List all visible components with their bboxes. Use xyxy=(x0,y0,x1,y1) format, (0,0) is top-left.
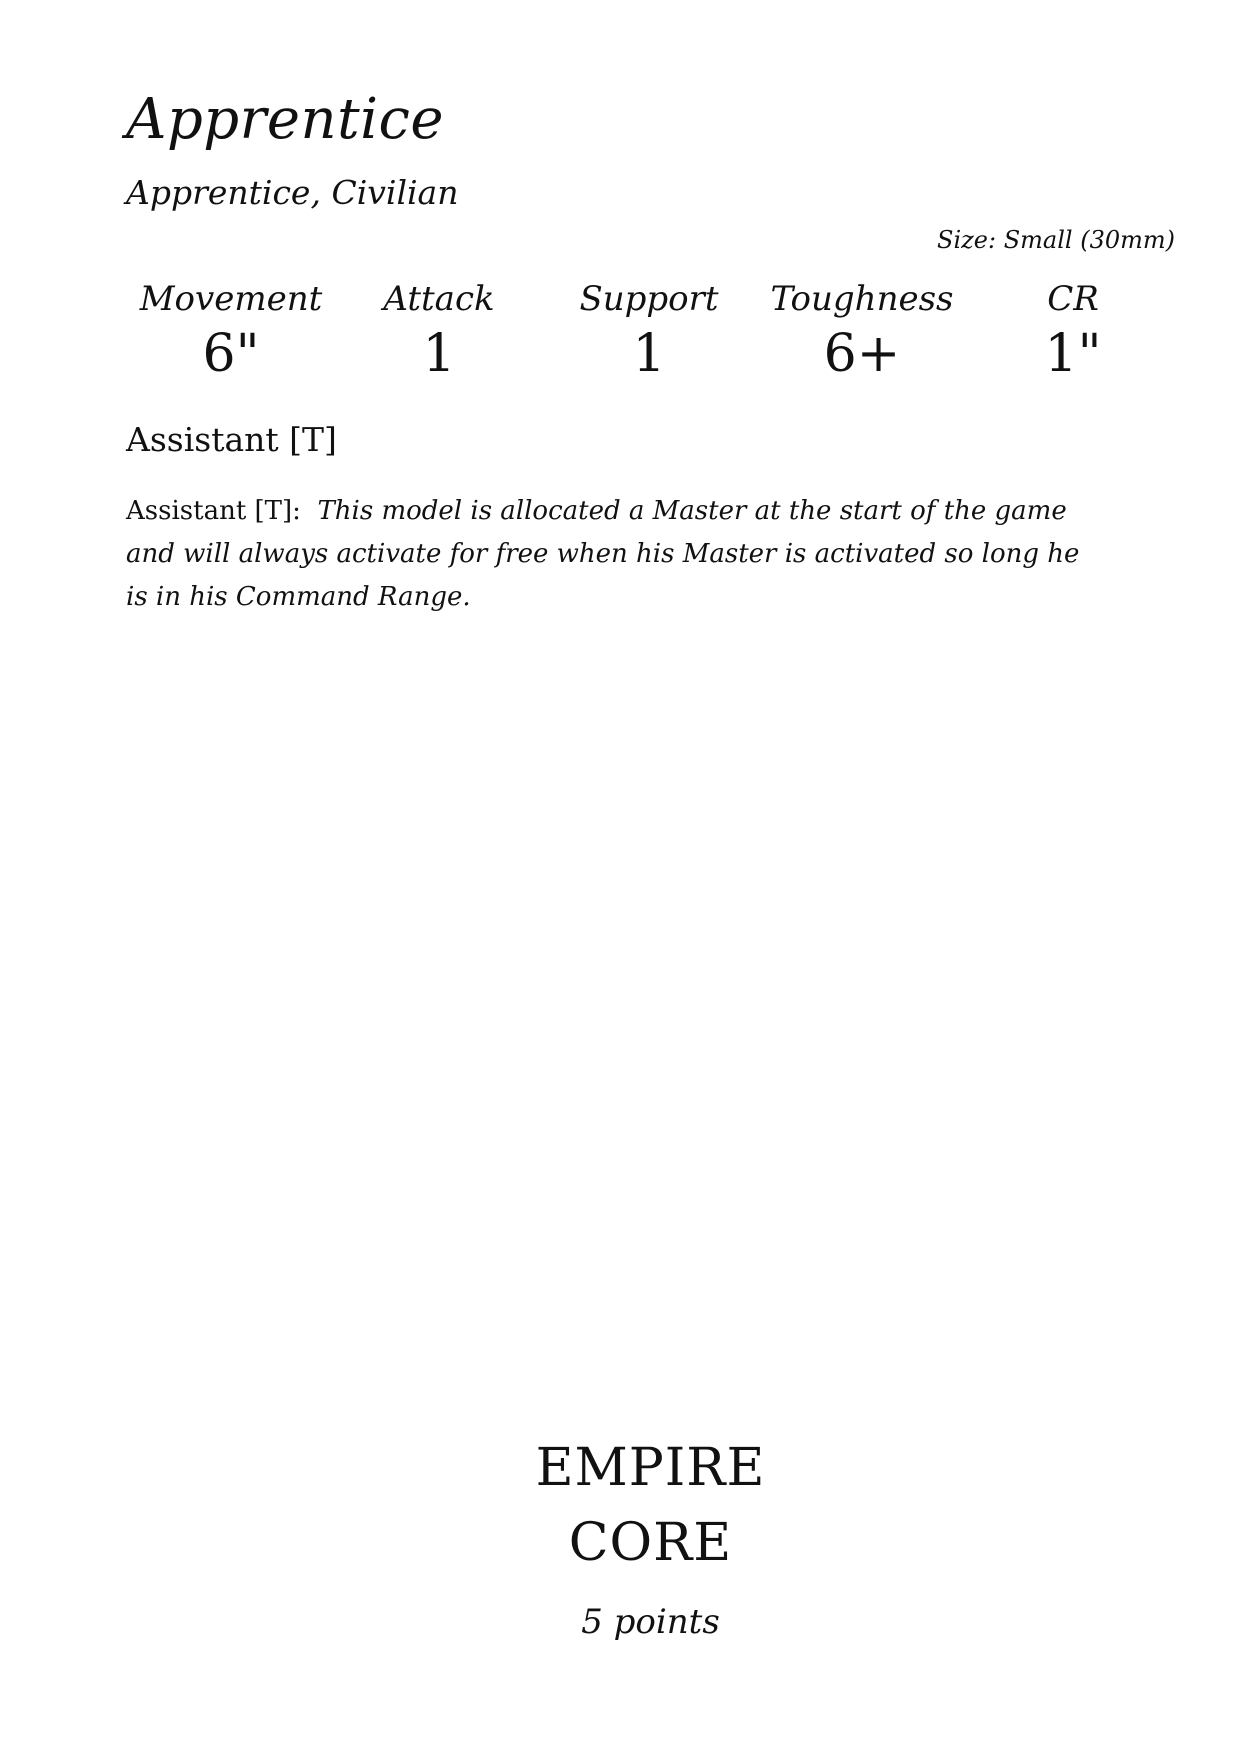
model-size: Size: Small (30mm) xyxy=(937,226,1175,254)
ability-text: This model is allocated a Master at the start of the game and will always activate for free when his Master is activated so long he is in his Command Range. xyxy=(126,496,1080,612)
stat-value: 6" xyxy=(202,324,260,384)
stat-movement xyxy=(121,279,341,384)
ability-description xyxy=(126,490,1086,619)
stat-attack xyxy=(329,279,549,384)
stat-value: 6+ xyxy=(823,324,901,384)
ability-name: Assistant [T]: xyxy=(126,496,301,526)
stat-command-range xyxy=(963,279,1183,384)
unit-category: CORE xyxy=(568,1513,733,1573)
stat-value: 1 xyxy=(422,324,456,384)
stat-label: Toughness xyxy=(770,279,954,319)
stat-label: CR xyxy=(1047,279,1099,319)
stat-label: Movement xyxy=(139,279,323,319)
stat-value: 1" xyxy=(1044,324,1102,384)
stat-label: Support xyxy=(579,279,719,319)
stat-support xyxy=(539,279,759,384)
faction-name: EMPIRE xyxy=(535,1438,766,1498)
points-cost: 5 points xyxy=(581,1602,720,1642)
stat-label: Attack xyxy=(383,279,495,319)
stat-toughness xyxy=(752,279,972,384)
abilities-heading: Assistant [T] xyxy=(126,420,337,459)
stat-value: 1 xyxy=(632,324,666,384)
card-title: Apprentice xyxy=(126,87,445,152)
card-keywords: Apprentice, Civilian xyxy=(126,173,459,212)
